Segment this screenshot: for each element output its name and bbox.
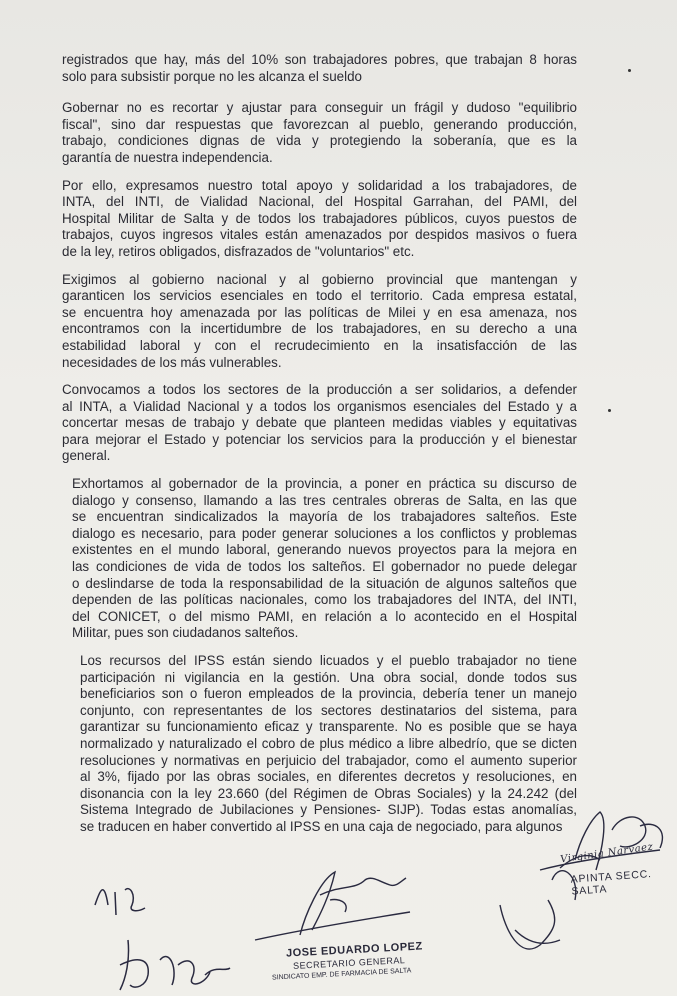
right-stamp-org: APINTA SECC. SALTA [570, 868, 653, 898]
text-line: dialogo es necesario, para poder generar soluciones a los conflictos y problemas [72, 525, 577, 541]
stray-mark [628, 69, 631, 72]
text-line: existentes en el mundo laboral, generando nuevos proyectos para la mejora en [72, 542, 577, 558]
text-line: dependen de las políticas nacionales, como los trabajadores del INTA, del INTI, [72, 592, 577, 608]
text-line: estabilidad laboral y con el recrudecimiento en la insatisfacción de las [62, 337, 577, 353]
stray-mark [608, 409, 611, 412]
stamp-name: JOSE EDUARDO LOPEZ [285, 940, 423, 960]
text-line: se encuentra hoy amenazada por las políticas de Milei y en esa amenaza, nos [62, 304, 577, 320]
text-line: del CONICET, o del mismo PAMI, en relación a lo acontecido en el Hospital [72, 608, 577, 624]
text-line: beneficiarios son o fueron empleados de la provincia, debería tener un manejo [80, 686, 577, 702]
text-line: conjunto, con representantes de los sectores destinatarios del sistema, para [80, 702, 577, 718]
text-line: Exhortamos al gobernador de la provincia, a poner en práctica su discurso de [72, 476, 577, 492]
text-line: Exigimos al gobierno nacional y al gobierno provincial que mantengan y [62, 271, 577, 287]
text-line: normalizado y naturalizado el cobro de plus médico a libre albedrío, que se dicten [80, 735, 577, 751]
text-line: dialogo y consenso, llamando a las tres centrales obreras de Salta, en las que [72, 492, 577, 508]
paragraph-6 [62, 476, 577, 642]
paragraph-2 [62, 100, 577, 166]
text-line: para mejorar el Estado y potenciar los servicios para la producción y el bienestar [62, 431, 577, 447]
center-signature [255, 872, 410, 940]
text-line: garantía de nuestra independencia. [62, 149, 273, 165]
text-line: necesidades de los más vulnerables. [62, 354, 282, 370]
text-line: disonancia con la ley 23.660 (del Régimen de Obras Sociales) y la 24.242 (del [80, 785, 577, 801]
paragraph-7 [62, 653, 577, 836]
text-line: Hospital Militar de Salta y de todos los trabajadores públicos, cuyos puestos de [62, 210, 577, 226]
text-line: participación ni vigilancia en la gestión. Una obra social, donde todos sus [80, 669, 577, 685]
text-line: de la ley, retiros obligados, disfrazados de "voluntarios" etc. [62, 243, 415, 259]
right-stamp-name: Virginia Narvaez [559, 841, 655, 866]
text-line: garanticen los servicios esenciales en todo el territorio. Cada empresa estatal, [62, 288, 577, 304]
stamp-title: SECRETARIO GENERAL [292, 955, 406, 971]
text-line: se encuentran sindicalizados la mayoría de los trabajadores salteños. Este [72, 509, 577, 525]
text-line: fiscal", sino dar respuestas que favorezcan al pueblo, generando producción, [62, 116, 577, 132]
letter-body [62, 52, 577, 847]
stamp-org: SINDICATO EMP. DE FARMACIA DE SALTA [271, 967, 412, 982]
text-line: trabajo, condiciones dignas de vida y protegiendo la soberanía, que es la [62, 133, 577, 149]
text-line: registrados que hay, más del 10% son trabajadores pobres, que trabajan 8 horas [62, 52, 577, 67]
text-line: Sistema Integrado de Jubilaciones y Pensiones- SIJP). Todas estas anomalías, [80, 802, 577, 818]
text-line: encontramos con la incertidumbre de los trabajadores, en su derecho a una [62, 321, 577, 337]
text-line: garantizar su funcionamiento eficaz y transparente. No es posible que se haya [80, 719, 577, 735]
text-line: o deslindarse de toda la responsabilidad de la situación de algunos salteños que [72, 575, 577, 591]
paragraph-4 [62, 272, 577, 372]
text-line: Los recursos del IPSS están siendo licuados y el pueblo trabajador no tiene [80, 653, 577, 668]
text-line: trabajos, cuyos ingresos vitales están amenazados por despidos masivos o fuera [62, 227, 577, 243]
text-line: al INTA, a Vialidad Nacional y a todos los organismos esenciales del Estado y a [62, 398, 577, 414]
paragraph-1 [62, 52, 577, 85]
paragraph-5 [62, 382, 577, 465]
text-line: Militar, pues son ciudadanos salteños. [72, 625, 299, 641]
text-line: las condiciones de vida de todos los salteños. El gobernador no puede delegar [72, 559, 577, 575]
text-line: INTA, del INTI, de Vialidad Nacional, del Hospital Garrahan, del PAMI, del [62, 194, 577, 210]
paragraph-3 [62, 178, 577, 261]
text-line: Gobernar no es recortar y ajustar para conseguir un frágil y dudoso "equilibrio [62, 100, 577, 116]
text-line: se traducen en haber convertido al IPSS en una caja de negociado, para algunos [80, 818, 563, 834]
text-line: Convocamos a todos los sectores de la producción a ser solidarios, a defender [62, 382, 577, 398]
text-line: al 3%, fijado por las obras sociales, en diferentes decretos y resoluciones, en [80, 769, 577, 785]
text-line: resoluciones y normativas en perjuicio del trabajador, como el aumento superior [80, 752, 577, 768]
text-line: Por ello, expresamos nuestro total apoyo y solidaridad a los trabajadores, de [62, 177, 577, 193]
text-line: concertar mesas de trabajo y debate que planteen medidas viables y equitativas [62, 415, 577, 431]
text-line: general. [62, 448, 111, 464]
text-line: solo para subsistir porque no les alcanza el sueldo [62, 68, 362, 84]
